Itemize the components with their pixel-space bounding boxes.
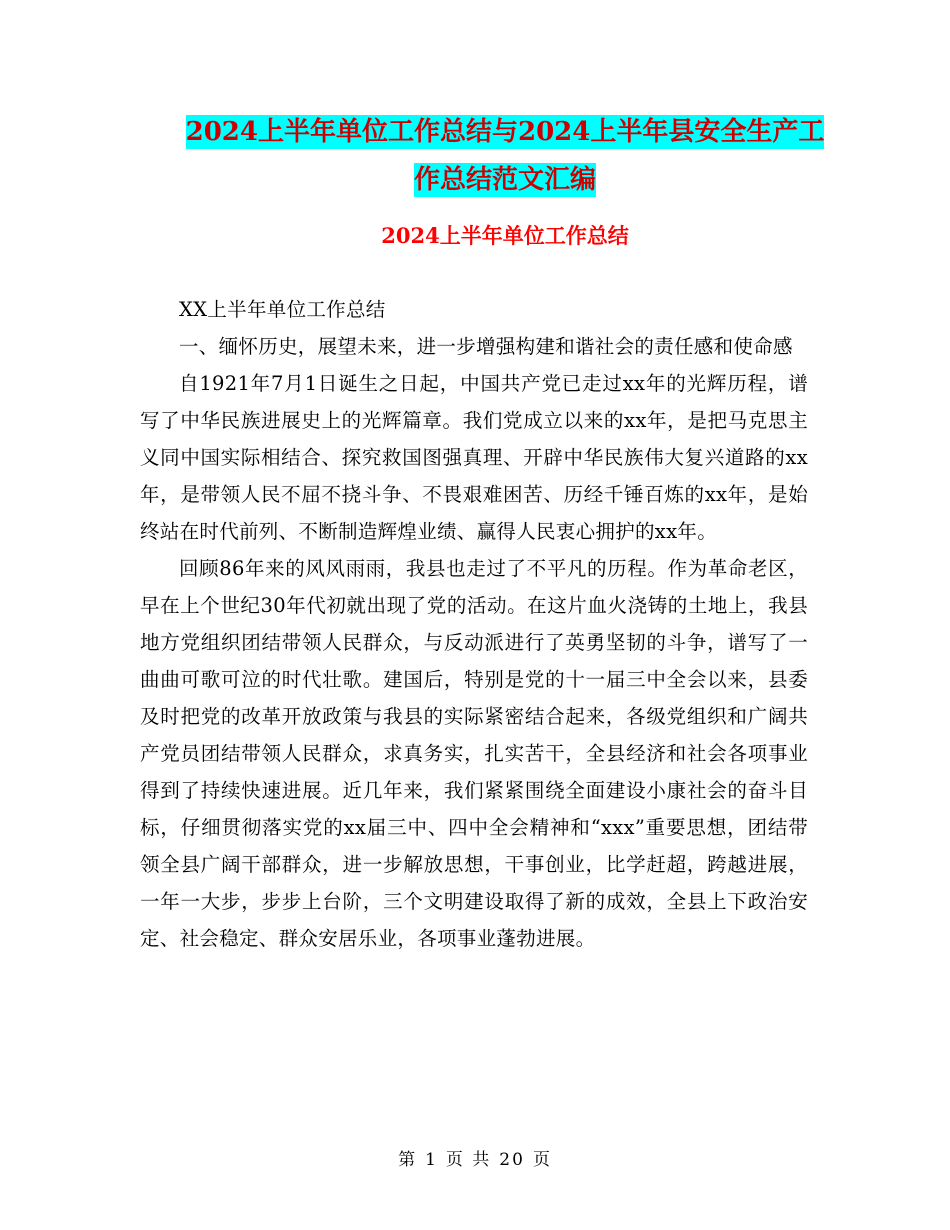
document-title [140, 108, 870, 204]
paragraph-history: 自1921年7月1日诞生之日起，中国共产党已走过xx年的光辉历程，谱写了中华民族进展史上的光辉篇章。我们党成立以来的xx年，是把马克思主义同中国实际相结合、探究救国图强真理、开辟中华民族伟大复兴道路的xx年，是带领人民不屈不挠斗争、不畏艰难困苦、历经千锤百炼的xx年，是始终站在时代前列、不断制造辉煌业绩、赢得人民衷心拥护的xx年。 [140, 372, 808, 543]
section-title: 2024上半年单位工作总结 [381, 223, 629, 248]
footer-page-total: 20 [499, 1150, 525, 1170]
paragraph-review: 回顾86年来的风风雨雨，我县也走过了不平凡的历程。作为革命老区，早在上个世纪30年代初就出现了党的活动。在这片血火浇铸的土地上，我县地方党组织团结带领人民群众，与反动派进行了英勇坚韧的斗争，谱写了一曲曲可歌可泣的时代壮歌。建国后，特别是党的十一届三中全会以来，县委及时把党的改革开放政策与我县的实际紧密结合起来，各级党组织和广阔共产党员团结带领人民群众，求真务实，扎实苦干，全县经济和社会各项事业得到了持续快速进展。近几年来，我们紧紧围绕全面建设小康社会的奋斗目标，仔细贯彻落实党的xx届三中、四中全会精神和“xxx”重要思想，团结带领全县广阔干部群众，进一步解放思想，干事创业，比学赶超，跨越进展，一年一大步，步步上台阶，三个文明建设取得了新的成效，全县上下政治安定、社会稳定、群众安居乐业，各项事业蓬勃进展。 [140, 557, 808, 950]
document-title-line2: 作总结范文汇编 [413, 165, 596, 195]
document-body [140, 291, 808, 957]
document-title-line1: 2024上半年单位工作总结与2024上半年县安全生产工 [185, 117, 825, 147]
paragraph-heading-one: 一、缅怀历史，展望未来，进一步增强构建和谐社会的责任感和使命感 [179, 335, 793, 358]
footer-prefix: 第 [398, 1150, 418, 1170]
paragraph-subtitle: XX上半年单位工作总结 [179, 298, 386, 321]
footer-page-number: 1 [425, 1150, 438, 1170]
footer-suffix: 页 [532, 1150, 552, 1170]
footer-middle: 页 共 [445, 1150, 492, 1170]
page-footer [0, 1148, 950, 1172]
